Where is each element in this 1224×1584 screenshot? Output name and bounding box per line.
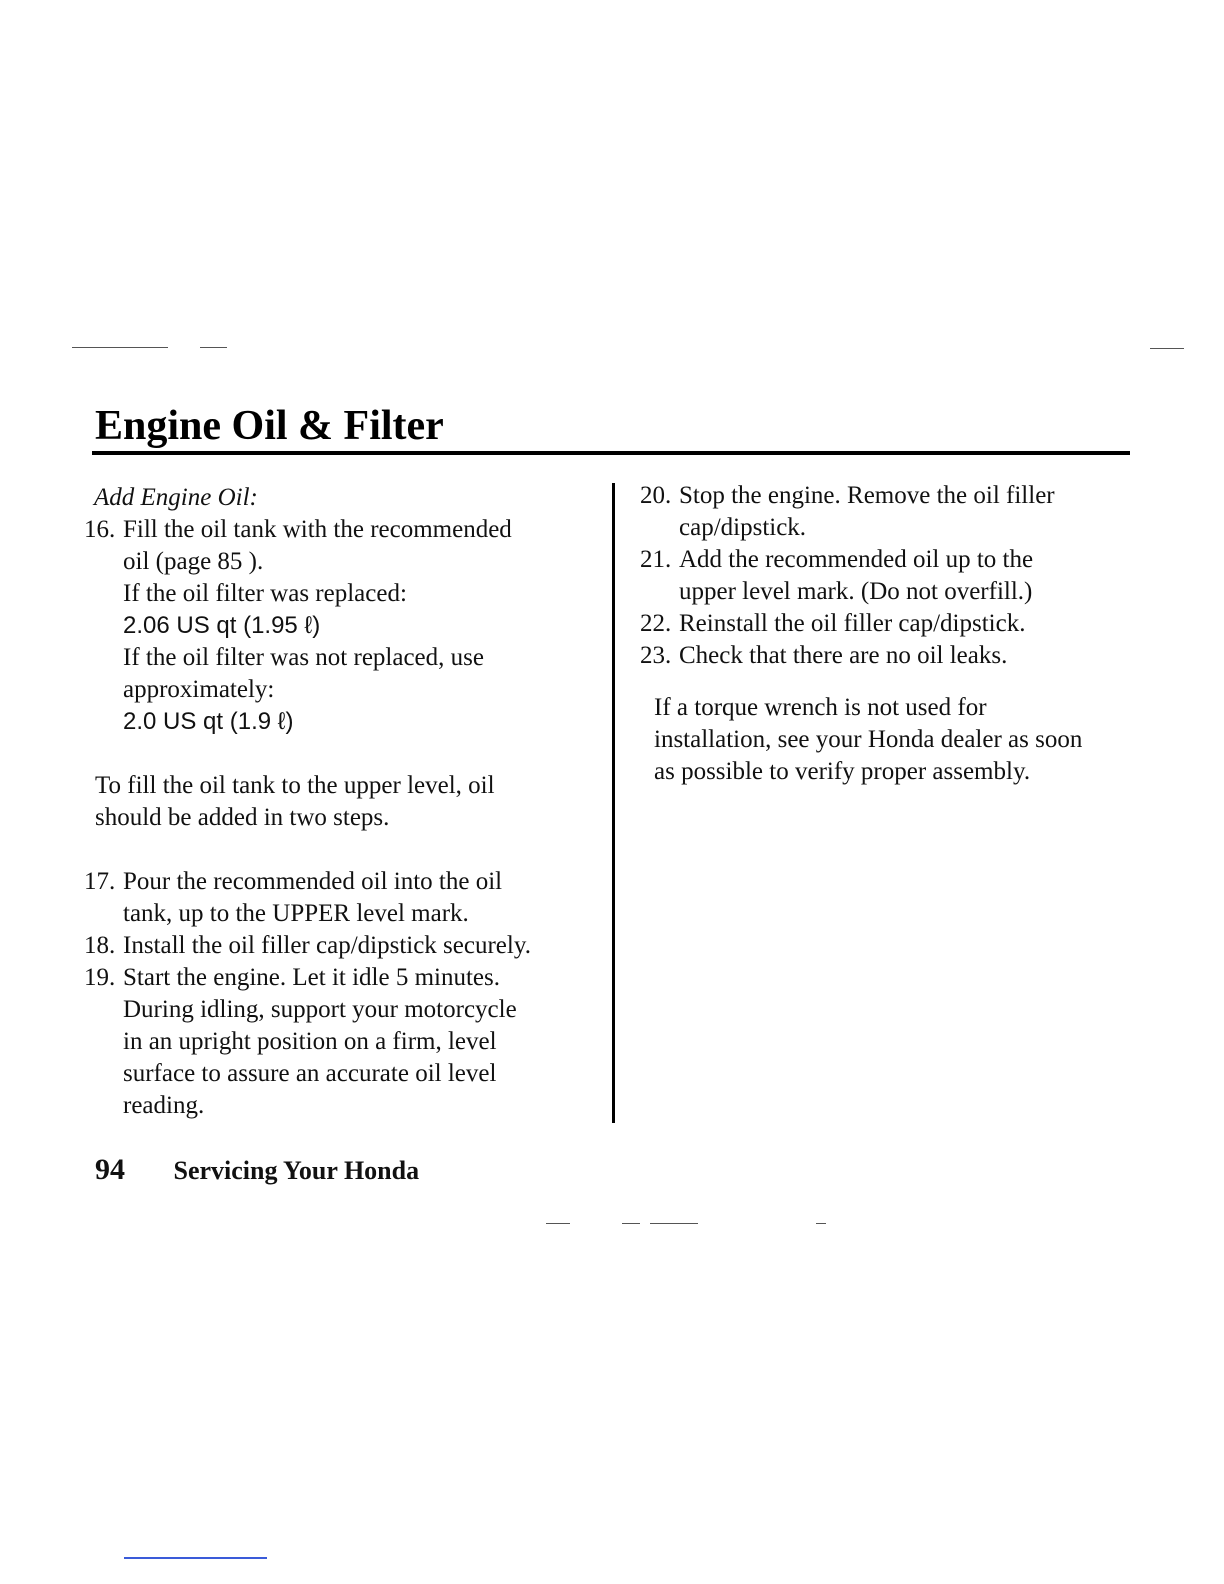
note-text: installation, see your Honda dealer as soon bbox=[654, 726, 1083, 753]
step-text: Start the engine. Let it idle 5 minutes. bbox=[123, 964, 501, 991]
right-column bbox=[640, 480, 1140, 788]
title-rule bbox=[92, 451, 1130, 455]
note-text: If a torque wrench is not used for bbox=[654, 694, 987, 721]
note-text: as possible to verify proper assembly. bbox=[654, 758, 1031, 785]
step-text: cap/dipstick. bbox=[679, 514, 807, 541]
step-text: tank, up to the UPPER level mark. bbox=[123, 900, 469, 927]
page-title: Engine Oil & Filter bbox=[95, 403, 444, 449]
step-number: 16. bbox=[84, 516, 116, 543]
oil-capacity-filter-not-replaced: 2.0 US qt (1.9 ℓ) bbox=[123, 708, 294, 735]
section-heading: Add Engine Oil: bbox=[94, 484, 258, 511]
step-number: 17. bbox=[84, 868, 116, 895]
step-text: approximately: bbox=[123, 676, 275, 703]
step-21 bbox=[640, 544, 1140, 608]
step-text: Fill the oil tank with the recommended bbox=[123, 516, 512, 543]
torque-note bbox=[640, 692, 1140, 788]
step-16 bbox=[84, 514, 594, 738]
step-text: in an upright position on a firm, level bbox=[123, 1028, 497, 1055]
step-text: surface to assure an accurate oil level bbox=[123, 1060, 497, 1087]
step-number: 21. bbox=[640, 546, 672, 573]
step-17 bbox=[84, 866, 594, 930]
note-text: To fill the oil tank to the upper level, oil bbox=[95, 772, 495, 799]
step-text: If the oil filter was not replaced, use bbox=[123, 644, 484, 671]
crop-mark bbox=[72, 347, 168, 348]
step-text: reading. bbox=[123, 1092, 205, 1119]
step-text: Check that there are no oil leaks. bbox=[679, 642, 1008, 669]
crop-mark bbox=[816, 1223, 826, 1224]
step-text: Stop the engine. Remove the oil filler bbox=[679, 482, 1055, 509]
step-number: 18. bbox=[84, 932, 116, 959]
step-number: 23. bbox=[640, 642, 672, 669]
step-22 bbox=[640, 608, 1140, 640]
left-column bbox=[84, 482, 594, 1122]
note-text: should be added in two steps. bbox=[95, 804, 390, 831]
step-text: Install the oil filler cap/dipstick securely. bbox=[123, 932, 531, 959]
crop-mark bbox=[622, 1223, 640, 1224]
step-20 bbox=[640, 480, 1140, 544]
step-text: During idling, support your motorcycle bbox=[123, 996, 517, 1023]
step-text: Add the recommended oil up to the bbox=[679, 546, 1034, 573]
column-divider bbox=[612, 483, 615, 1123]
step-text: If the oil filter was replaced: bbox=[123, 580, 407, 607]
crop-mark bbox=[650, 1223, 698, 1224]
step-number: 19. bbox=[84, 964, 116, 991]
page-footer bbox=[95, 1152, 419, 1189]
step-text: upper level mark. (Do not overfill.) bbox=[679, 578, 1033, 605]
step-number: 22. bbox=[640, 610, 672, 637]
step-number: 20. bbox=[640, 482, 672, 509]
step-23 bbox=[640, 640, 1140, 672]
crop-mark bbox=[546, 1223, 570, 1224]
step-19 bbox=[84, 962, 594, 1122]
step-text: oil (page 85 ). bbox=[123, 548, 264, 575]
crop-mark bbox=[200, 347, 227, 348]
step-18 bbox=[84, 930, 594, 962]
section-name: Servicing Your Honda bbox=[173, 1156, 420, 1185]
oil-capacity-filter-replaced: 2.06 US qt (1.95 ℓ) bbox=[123, 612, 321, 639]
crop-mark bbox=[124, 1557, 267, 1559]
step-text: Pour the recommended oil into the oil bbox=[123, 868, 503, 895]
fill-note bbox=[84, 770, 594, 834]
crop-mark bbox=[1150, 348, 1184, 349]
page-number: 94 bbox=[95, 1153, 125, 1186]
step-text: Reinstall the oil filler cap/dipstick. bbox=[679, 610, 1026, 637]
